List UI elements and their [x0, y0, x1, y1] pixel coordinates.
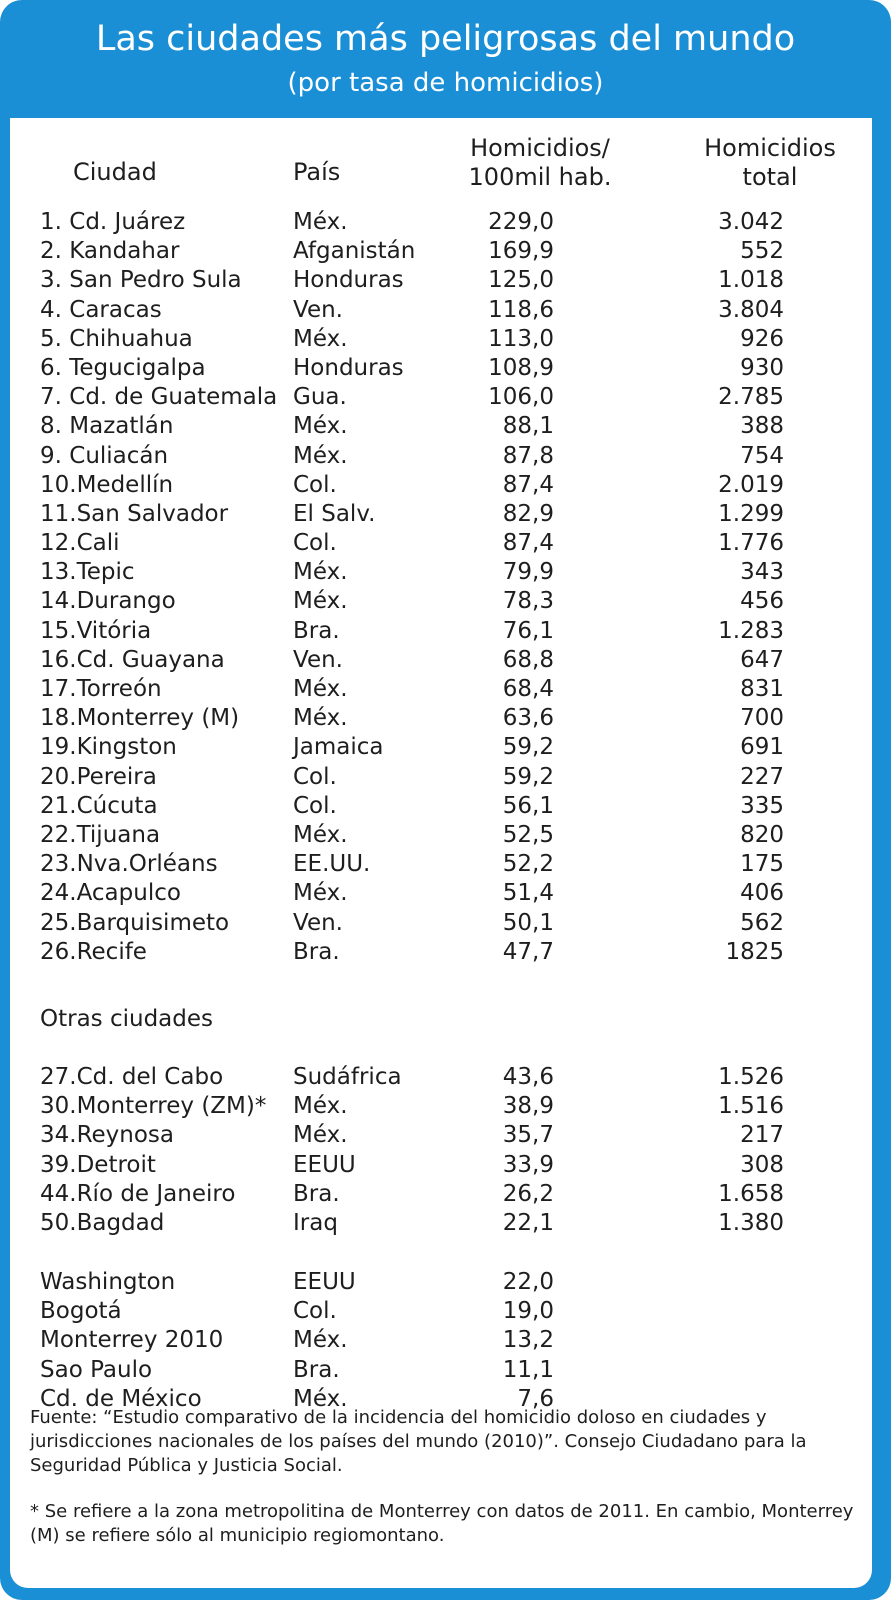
country-cell: Méx. [293, 209, 348, 235]
rate-cell: 118,6 [488, 296, 554, 323]
city-cell: 13.Tepic [40, 559, 135, 586]
city-cell: 11.San Salvador [40, 500, 229, 527]
country-cell: Ven. [293, 296, 343, 323]
column-header-rate-line2: 100mil hab. [468, 163, 612, 191]
rate-cell: 82,9 [502, 500, 554, 527]
country-cell: EEUU [293, 1269, 356, 1295]
table-row [10, 1268, 872, 1297]
column-header-country: País [293, 158, 341, 186]
city-cell: 1. Cd. Juárez [40, 209, 186, 235]
rate-cell: 11,1 [502, 1356, 554, 1383]
rate-cell: 68,8 [502, 646, 554, 673]
city-cell: 20.Pereira [40, 763, 157, 790]
column-header-city: Ciudad [73, 158, 157, 186]
rate-cell: 47,7 [502, 938, 554, 965]
table-row [10, 909, 872, 938]
city-cell: 26.Recife [40, 938, 147, 965]
column-header-total [685, 134, 855, 192]
country-cell: Méx. [293, 325, 348, 352]
city-cell: 2. Kandahar [40, 238, 180, 265]
table-row [10, 325, 872, 354]
table-row [10, 471, 872, 500]
table-row [10, 412, 872, 441]
total-cell: 831 [740, 676, 784, 702]
country-cell: Méx. [293, 559, 348, 586]
city-cell: 21.Cúcuta [40, 792, 158, 819]
city-cell: 9. Culiacán [40, 442, 169, 469]
rate-cell: 43,6 [502, 1064, 554, 1090]
rate-cell: 33,9 [502, 1151, 554, 1178]
country-cell: Méx. [293, 676, 348, 702]
total-cell: 820 [740, 821, 784, 848]
rate-cell: 51,4 [502, 880, 554, 907]
city-cell: 24.Acapulco [40, 880, 181, 907]
column-header-rate-line1: Homicidios/ [470, 134, 610, 162]
country-cell: Méx. [293, 1093, 348, 1120]
table-row [10, 529, 872, 558]
total-cell: 456 [740, 588, 784, 615]
rate-cell: 7,6 [517, 1385, 554, 1412]
city-cell: 16.Cd. Guayana [40, 646, 225, 673]
city-cell: 27.Cd. del Cabo [40, 1064, 224, 1090]
country-cell: Méx. [293, 821, 348, 848]
country-cell: EE.UU. [293, 851, 371, 878]
city-cell: 12.Cali [40, 530, 120, 557]
city-cell: 5. Chihuahua [40, 325, 193, 352]
table-row [10, 354, 872, 383]
table-row [10, 1326, 872, 1355]
table-row [10, 675, 872, 704]
rate-cell: 56,1 [502, 792, 554, 819]
total-cell: 930 [740, 354, 784, 381]
country-cell: Col. [293, 471, 337, 498]
table-row [10, 1121, 872, 1150]
country-cell: Méx. [293, 705, 348, 732]
city-cell: 22.Tijuana [40, 821, 161, 848]
rate-cell: 106,0 [488, 384, 554, 411]
table-row [10, 704, 872, 733]
total-cell: 1.526 [718, 1064, 784, 1090]
table-row [10, 1151, 872, 1180]
country-cell: Méx. [293, 1385, 348, 1412]
column-header-total-line1: Homicidios [704, 134, 836, 162]
country-cell: Méx. [293, 880, 348, 907]
source-note: Fuente: “Estudio comparativo de la incidencia del homicidio doloso en ciudades y jurisdicciones nacionales de los países del mundo (2010)”. Consejo Ciudadano para la Seguridad Pública y Justicia Social. [30, 1407, 807, 1476]
table-row [10, 208, 872, 237]
table-row [10, 587, 872, 616]
country-cell: Méx. [293, 442, 348, 469]
city-cell: 17.Torreón [40, 676, 162, 702]
total-cell: 562 [740, 909, 784, 936]
city-cell: 3. San Pedro Sula [40, 267, 242, 294]
rate-cell: 87,8 [502, 442, 554, 469]
rate-cell: 87,4 [502, 530, 554, 557]
rate-cell: 79,9 [502, 559, 554, 586]
table-row [10, 1063, 872, 1092]
total-cell: 1.018 [718, 267, 784, 294]
city-cell: 44.Río de Janeiro [40, 1180, 236, 1207]
city-cell: 15.Vitória [40, 617, 152, 644]
rate-cell: 35,7 [502, 1122, 554, 1149]
table-row [10, 1180, 872, 1209]
country-cell: Sudáfrica [293, 1064, 402, 1090]
rate-cell: 68,4 [502, 676, 554, 702]
total-cell: 1.380 [718, 1209, 784, 1236]
city-cell: 14.Durango [40, 588, 176, 615]
total-cell: 926 [740, 325, 784, 352]
table-row [10, 733, 872, 762]
city-cell: 18.Monterrey (M) [40, 705, 240, 732]
page-title: Las ciudades más peligrosas del mundo [95, 19, 796, 59]
reference-cities-table [10, 1268, 872, 1414]
column-header-rate [440, 134, 640, 192]
total-cell: 1.776 [718, 530, 784, 557]
table-row [10, 821, 872, 850]
table-row [10, 617, 872, 646]
total-cell: 2.019 [718, 471, 784, 498]
rate-cell: 87,4 [502, 471, 554, 498]
country-cell: Méx. [293, 588, 348, 615]
total-cell: 754 [740, 442, 784, 469]
rate-cell: 88,1 [502, 413, 554, 440]
total-cell: 700 [740, 705, 784, 732]
rate-cell: 78,3 [502, 588, 554, 615]
total-cell: 691 [740, 734, 784, 761]
country-cell: Bra. [293, 617, 340, 644]
total-cell: 217 [740, 1122, 784, 1149]
rate-cell: 38,9 [502, 1093, 554, 1120]
table-panel [10, 118, 872, 1588]
rate-cell: 26,2 [502, 1180, 554, 1207]
country-cell: Méx. [293, 413, 348, 440]
city-cell: 19.Kingston [40, 734, 177, 761]
country-cell: Méx. [293, 1122, 348, 1149]
city-cell: 4. Caracas [40, 296, 162, 323]
city-cell: Washington [40, 1269, 176, 1295]
city-cell: 10.Medellín [40, 471, 174, 498]
city-cell: 34.Reynosa [40, 1122, 175, 1149]
table-row [10, 500, 872, 529]
country-cell: Col. [293, 1298, 337, 1325]
rate-cell: 19,0 [502, 1298, 554, 1325]
city-cell: 6. Tegucigalpa [40, 354, 206, 381]
city-cell: Bogotá [40, 1298, 122, 1325]
rate-cell: 59,2 [502, 734, 554, 761]
table-row [10, 850, 872, 879]
rate-cell: 13,2 [502, 1327, 554, 1354]
total-cell: 647 [740, 646, 784, 673]
table-row [10, 938, 872, 967]
total-cell: 1.658 [718, 1180, 784, 1207]
country-cell: El Salv. [293, 500, 376, 527]
country-cell: Méx. [293, 1327, 348, 1354]
city-cell: 50.Bagdad [40, 1209, 165, 1236]
country-cell: Col. [293, 792, 337, 819]
table-row [10, 1356, 872, 1385]
total-cell: 1825 [725, 938, 784, 965]
column-header-total-line2: total [742, 163, 798, 191]
table-row [10, 1297, 872, 1326]
ranking-table [10, 208, 872, 967]
table-row [10, 763, 872, 792]
city-cell: Monterrey 2010 [40, 1327, 224, 1354]
city-cell: 23.Nva.Orléans [40, 851, 218, 878]
rate-cell: 108,9 [488, 354, 554, 381]
country-cell: Honduras [293, 354, 404, 381]
table-row [10, 879, 872, 908]
country-cell: Col. [293, 763, 337, 790]
total-cell: 308 [740, 1151, 784, 1178]
city-cell: 25.Barquisimeto [40, 909, 230, 936]
country-cell: Honduras [293, 267, 404, 294]
country-cell: Ven. [293, 646, 343, 673]
city-cell: 30.Monterrey (ZM)* [40, 1093, 267, 1120]
country-cell: Afganistán [293, 238, 416, 265]
table-row [10, 296, 872, 325]
rate-cell: 52,2 [502, 851, 554, 878]
country-cell: Ven. [293, 909, 343, 936]
footnote: * Se refiere a la zona metropolitina de Monterrey con datos de 2011. En cambio, Monterrey (M) se refiere sólo al municipio regiomontano. [30, 1501, 854, 1546]
country-cell: EEUU [293, 1151, 356, 1178]
total-cell: 335 [740, 792, 784, 819]
city-cell: 39.Detroit [40, 1151, 156, 1178]
other-cities-table [10, 1063, 872, 1238]
table-row [10, 237, 872, 266]
rate-cell: 63,6 [502, 705, 554, 732]
country-cell: Iraq [293, 1209, 338, 1236]
table-row [10, 792, 872, 821]
rate-cell: 22,1 [502, 1209, 554, 1236]
table-row [10, 266, 872, 295]
total-cell: 343 [740, 559, 784, 586]
total-cell: 1.283 [718, 617, 784, 644]
country-cell: Jamaica [293, 734, 384, 761]
country-cell: Col. [293, 530, 337, 557]
total-cell: 227 [740, 763, 784, 790]
rate-cell: 22,0 [502, 1269, 554, 1295]
total-cell: 175 [740, 851, 784, 878]
rate-cell: 50,1 [502, 909, 554, 936]
table-row [10, 1092, 872, 1121]
total-cell: 3.804 [718, 296, 784, 323]
rate-cell: 125,0 [488, 267, 554, 294]
rate-cell: 169,9 [488, 238, 554, 265]
total-cell: 1.299 [718, 500, 784, 527]
total-cell: 388 [740, 413, 784, 440]
total-cell: 406 [740, 880, 784, 907]
total-cell: 1.516 [718, 1093, 784, 1120]
rate-cell: 52,5 [502, 821, 554, 848]
page-subtitle: (por tasa de homicidios) [287, 68, 604, 98]
total-cell: 2.785 [718, 384, 784, 411]
city-cell: Cd. de México [40, 1385, 202, 1412]
city-cell: 7. Cd. de Guatemala [40, 384, 278, 411]
rate-cell: 229,0 [488, 209, 554, 235]
table-row [10, 646, 872, 675]
table-row [10, 558, 872, 587]
rate-cell: 59,2 [502, 763, 554, 790]
country-cell: Gua. [293, 384, 347, 411]
total-cell: 3.042 [718, 209, 784, 235]
city-cell: 8. Mazatlán [40, 413, 174, 440]
rate-cell: 113,0 [488, 325, 554, 352]
other-cities-heading: Otras ciudades [40, 1006, 214, 1032]
country-cell: Bra. [293, 938, 340, 965]
table-row [10, 383, 872, 412]
table-row [10, 442, 872, 471]
city-cell: Sao Paulo [40, 1356, 153, 1383]
total-cell: 552 [740, 238, 784, 265]
rate-cell: 76,1 [502, 617, 554, 644]
country-cell: Bra. [293, 1356, 340, 1383]
country-cell: Bra. [293, 1180, 340, 1207]
table-row [10, 1209, 872, 1238]
